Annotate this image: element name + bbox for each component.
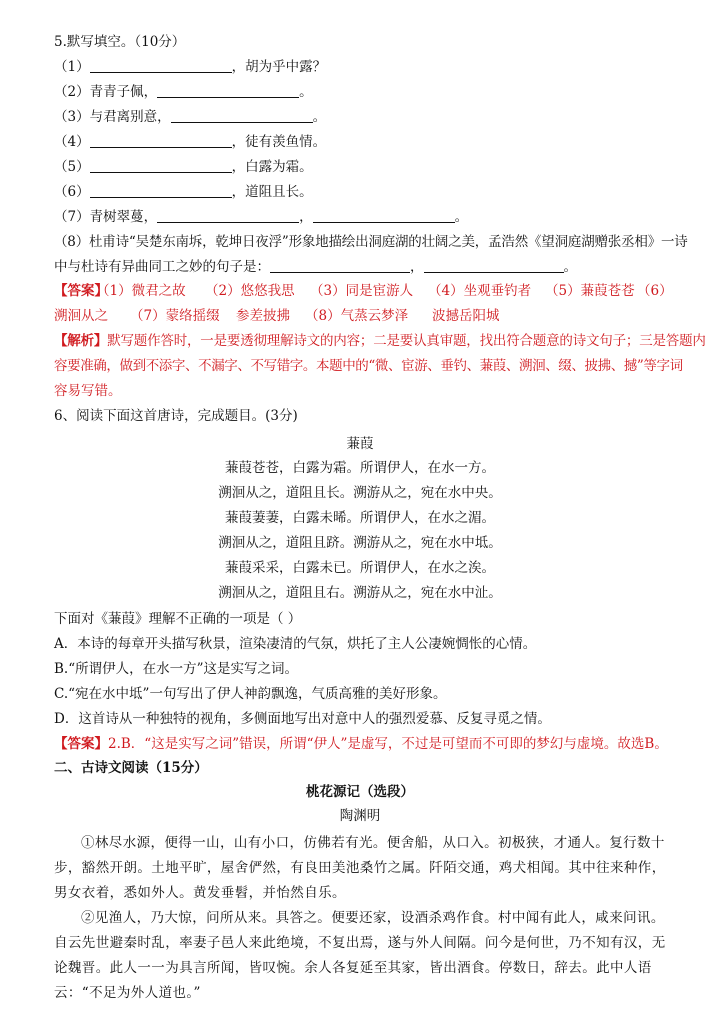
q5-item-5 [54,157,313,177]
blank-field[interactable] [313,208,455,223]
analysis-text: 默写题作答时，一是要透彻理解诗文的内容；二是要认真审题，找出符合题意的诗文句子；三是答题内 [107,333,706,349]
answer-8a: （8）气蒸云梦泽 [305,308,409,324]
item-text: 与君离别意， [89,109,171,125]
q6-title: 6、阅读下面这首唐诗，完成题目。(3分) [54,408,298,424]
q6-question: 下面对《蒹葭》理解不正确的一项是（ ） [54,611,302,627]
blank-field[interactable] [157,208,299,223]
item-text: 。 [312,109,327,125]
option-b[interactable]: B.“所谓伊人，在水一方”这是实写之词。 [54,661,299,677]
analysis-line-2: 容要准确，做到不添字、不漏字、不写错字。本题中的“微、宦游、垂钓、蒹葭、溯洄、缀、披拂、撼”等字词 [54,358,683,374]
analysis-line-3: 容易写错。 [54,383,122,399]
answer-2: （2）悠悠我思 [205,283,295,299]
answer-label: 【答案】 [54,283,108,299]
poem-line: 蒹葭采采，白露未已。所谓伊人，在水之涘。 [225,560,495,576]
item-text: ， [410,259,424,275]
q5-item-7 [54,207,468,227]
item-text: ，胡为乎中露？ [231,59,327,75]
answer-label: 【答案】 [54,736,108,752]
q5-item-2 [54,82,313,102]
analysis-label: 【解析】 [54,333,108,349]
section-heading: 二、古诗文阅读（15分） [54,760,208,776]
q5-item-4 [54,132,326,152]
item-text: 中与杜诗有异曲同工之妙的句子是： [54,259,270,275]
item-number: （3） [54,109,90,125]
paragraph-2: ②见渔人，乃大惊，问所从来。具答之。便要还家，设酒杀鸡作食。村中闻有此人，咸来问讯。自云先世避秦时乱，率妻子邑人来此绝境，不复出焉，遂与外人间隔。问今是何世，乃不知有汉，无论魏晋。此人一一为具言所闻，皆叹惋。余人各复延至其家，皆出酒食。停数日，辞去。此中人语云：“不足为外人道也。” [54,910,666,1001]
item-text: 青青子佩， [89,84,158,100]
answer-7b: 参差披拂 [236,308,290,324]
blank-field[interactable] [90,183,232,198]
item-text: 青树翠蔓， [89,209,158,225]
item-number: （5） [54,159,90,175]
answer-8b: 波撼岳阳城 [432,308,500,324]
poem-line: 溯洄从之，道阻且长。溯游从之，宛在水中央。 [218,485,502,501]
answer-6: 溯洄从之 [54,308,108,324]
item-number: （2） [54,84,90,100]
blank-field[interactable] [270,258,410,273]
blank-field[interactable] [424,258,564,273]
poem-line: 蒹葭苍苍，白露为霜。所谓伊人，在水一方。 [225,460,495,476]
answer-6-number: （6） [637,283,673,299]
q5-title: 5.默写填空。（10分） [54,34,186,50]
q5-item-3 [54,107,326,127]
answer-1: （1）微君之故 [96,283,186,299]
poem-title: 蒹葭 [346,436,374,452]
blank-field[interactable] [90,58,232,73]
paragraph-1: ①林尽水源，便得一山，山有小口，仿佛若有光。便舍船，从口入。初极狭，才通人。复行数十步，豁然开朗。土地平旷，屋舍俨然，有良田美池桑竹之属。阡陌交通，鸡犬相闻。其中往来种作，男女衣着，悉如外人。黄发垂髫，并怡然自乐。 [54,835,666,901]
poem-line: 溯洄从之，道阻且右。溯游从之，宛在水中沚。 [218,585,502,601]
answer-7a: （7）蒙络摇缀 [130,308,220,324]
blank-field[interactable] [90,158,232,173]
q5-item-8-line2 [54,257,577,277]
text-title: 桃花源记（选段） [306,784,414,800]
q5-item-8-line1: （8）杜甫诗“吴楚东南坼，乾坤日夜浮”形象地描绘出洞庭湖的壮阔之美，孟浩然《望洞庭湖赠张丞相》一诗 [54,234,688,250]
analysis-line-1 [54,331,706,351]
poem-line: 蒹葭萋萋，白露未晞。所谓伊人，在水之湄。 [225,510,495,526]
option-c[interactable]: C.“宛在水中坻”一句写出了伊人神韵飘逸，气质高雅的美好形象。 [54,686,447,702]
text-author: 陶渊明 [339,808,381,824]
answer-text: 2.B．“这是实写之词”错误，所谓“伊人”是虚写，不过是可望而不可即的梦幻与虚境。故选B。 [108,736,668,752]
answer-5: （5）蒹葭苍苍 [545,283,635,299]
item-number: （6） [54,184,90,200]
blank-field[interactable] [90,133,232,148]
item-number: （7） [54,209,90,225]
item-text: 。 [299,84,313,100]
item-text: 。 [563,259,577,275]
item-text: ，道阻且长。 [231,184,313,200]
option-d[interactable]: D．这首诗从一种独特的视角，多侧面地写出对意中人的强烈爱慕、反复寻觅之情。 [54,711,551,727]
item-text: 。 [454,209,469,225]
q6-answer [54,734,668,754]
item-number: （1） [54,59,90,75]
item-text: ，徒有羡鱼情。 [231,134,327,150]
item-text: ，白露为霜。 [231,159,313,175]
answer-4: （4）坐观垂钓者 [428,283,532,299]
q5-item-6 [54,182,313,202]
item-text: ， [299,209,313,225]
blank-field[interactable] [157,83,299,98]
blank-field[interactable] [171,108,313,123]
q5-item-1 [54,57,326,77]
poem-line: 溯洄从之，道阻且跻。溯游从之，宛在水中坻。 [218,535,502,551]
option-a[interactable]: A．本诗的每章开头描写秋景，渲染凄清的气氛，烘托了主人公凄婉惆怅的心情。 [54,636,537,652]
item-number: （4） [54,134,90,150]
answer-3: （3）同是宦游人 [310,283,414,299]
